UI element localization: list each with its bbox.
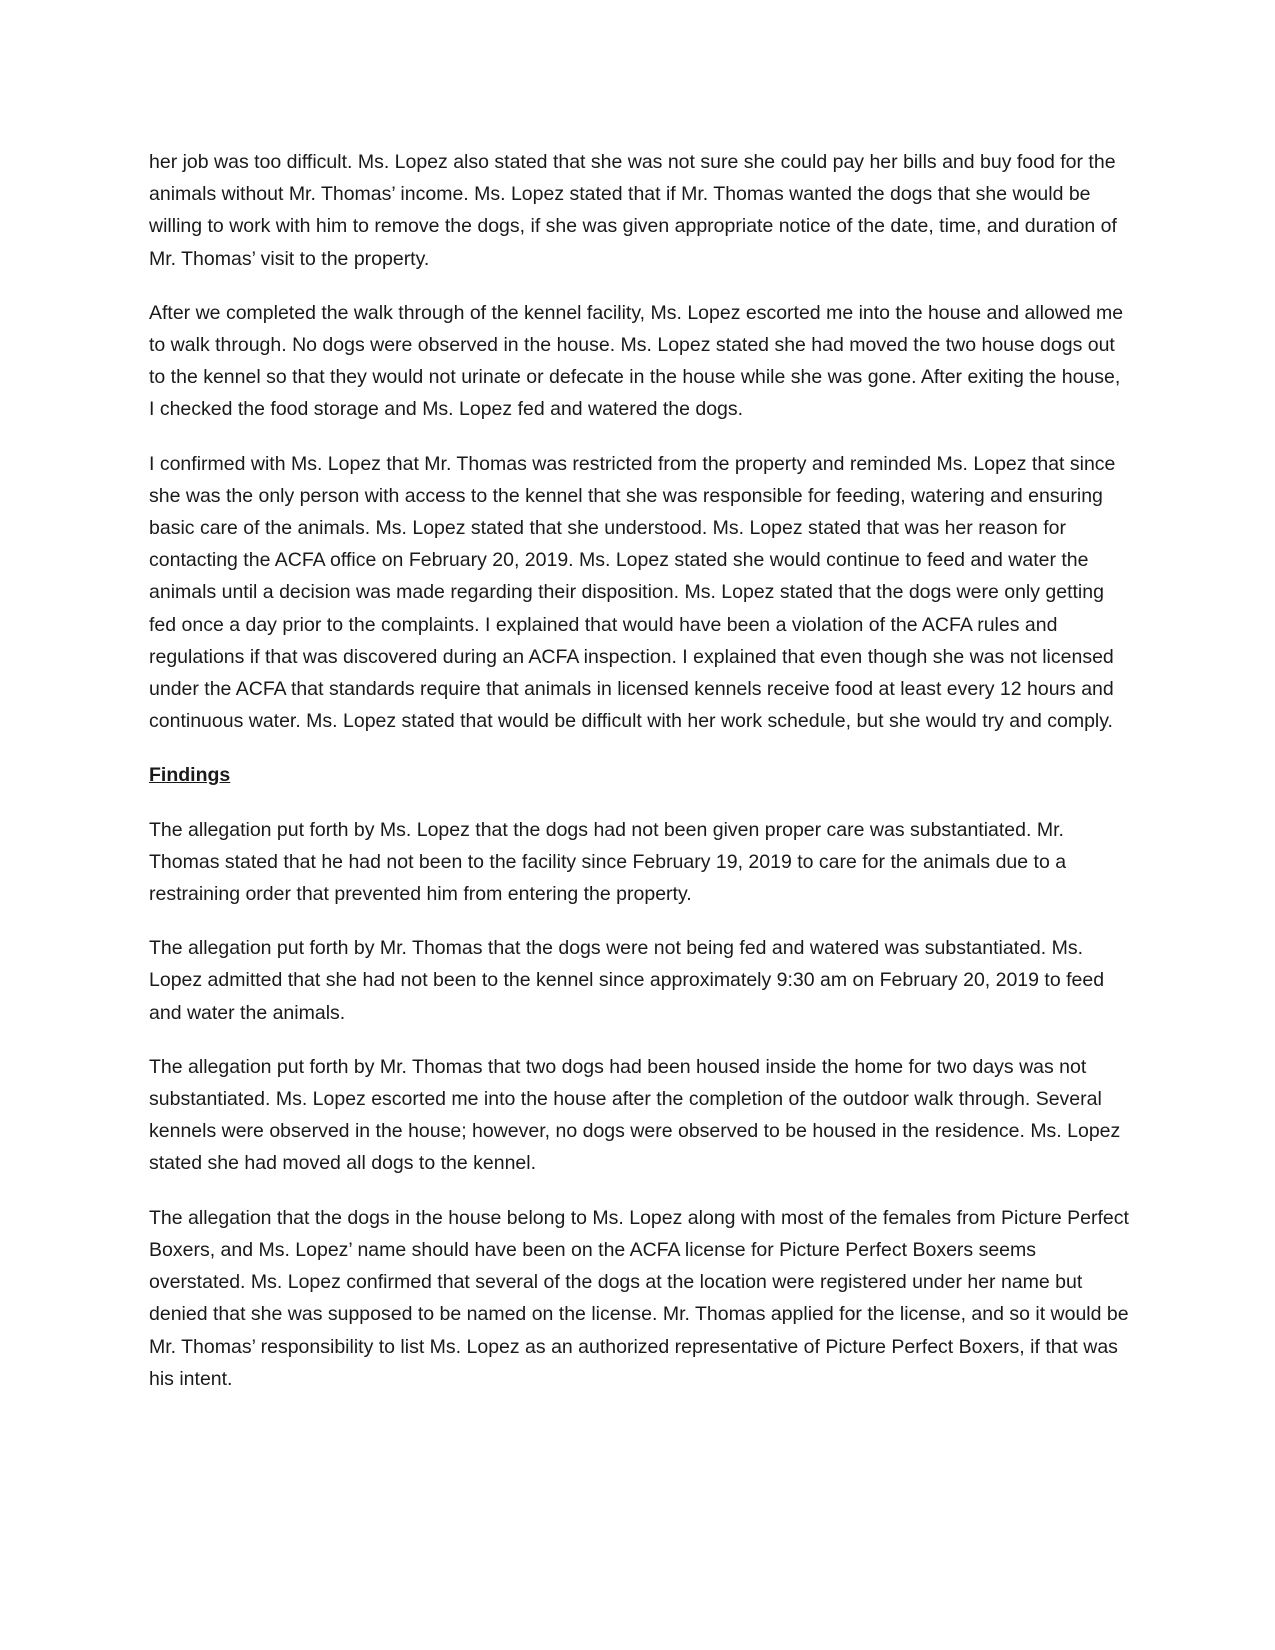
paragraph-care-responsibility: I confirmed with Ms. Lopez that Mr. Thomas was restricted from the property and reminded Ms. Lopez that since she was the only person with access to the kennel that she was responsible for feeding, watering and ensuring basic care of the animals. Ms. Lopez stated that she understood. Ms. Lopez stated that was her reason for contacting the ACFA office on February 20, 2019. Ms. Lopez stated she would continue to feed and water the animals until a decision was made regarding their disposition. Ms. Lopez stated that the dogs were only getting fed once a day prior to the complaints. I explained that would have been a violation of the ACFA rules and regulations if that was discovered during an ACFA inspection. I explained that even though she was not licensed under the ACFA that standards require that animals in licensed kennels receive food at least every 12 hours and continuous water. Ms. Lopez stated that would be difficult with her work schedule, but she would try and comply.	[149, 452, 1116, 733]
finding-proper-care: The allegation put forth by Ms. Lopez that the dogs had not been given proper care was substantiated. Mr. Thomas stated that he had not been to the facility since February 19, 2019 to care for the animals due to a restraining order that prevented him from entering the property.	[149, 818, 1067, 906]
paragraph-job-difficulty: her job was too difficult. Ms. Lopez also stated that she was not sure she could pay her bills and buy food for the animals without Mr. Thomas’ income. Ms. Lopez stated that if Mr. Thomas wanted the dogs that she would be willing to work with him to remove the dogs, if she was given appropriate notice of the date, time, and duration of Mr. Thomas’ visit to the property.	[149, 151, 1117, 270]
finding-fed-watered: The allegation put forth by Mr. Thomas that the dogs were not being fed and watered was substantiated. Ms. Lopez admitted that she had not been to the kennel since approximately 9:30 am on February 20, 2019 to feed and water the animals.	[149, 937, 1105, 1024]
document-body	[149, 146, 1129, 1417]
findings-heading: Findings	[149, 764, 231, 787]
paragraph-house-walkthrough: After we completed the walk through of the kennel facility, Ms. Lopez escorted me into the house and allowed me to walk through. No dogs were observed in the house. Ms. Lopez stated she had moved the two house dogs out to the kennel so that they would not urinate or defecate in the house while she was gone. After exiting the house, I checked the food storage and Ms. Lopez fed and watered the dogs.	[149, 301, 1124, 421]
finding-license: The allegation that the dogs in the house belong to Ms. Lopez along with most of the females from Picture Perfect Boxers, and Ms. Lopez’ name should have been on the ACFA license for Picture Perfect Boxers seems overstated. Ms. Lopez confirmed that several of the dogs at the location were registered under her name but denied that she was supposed to be named on the license. Mr. Thomas applied for the license, and so it would be Mr. Thomas’ responsibility to list Ms. Lopez as an authorized representative of Picture Perfect Boxers, if that was his intent.	[149, 1206, 1129, 1390]
finding-housed-inside: The allegation put forth by Mr. Thomas that two dogs had been housed inside the home for two days was not substantiated. Ms. Lopez escorted me into the house after the completion of the outdoor walk through. Several kennels were observed in the house; however, no dogs were observed to be housed in the residence. Ms. Lopez stated she had moved all dogs to the kennel.	[149, 1055, 1121, 1175]
